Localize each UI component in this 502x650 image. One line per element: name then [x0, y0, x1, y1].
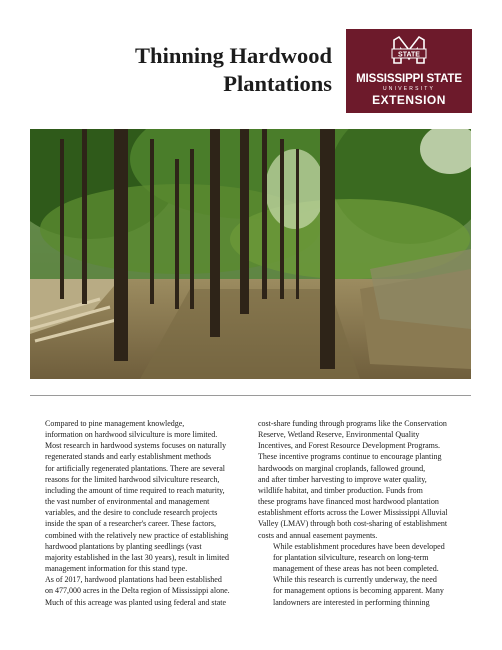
paragraph [258, 418, 473, 541]
text-line: hardwood plantations by planting seedlings (vast [45, 541, 202, 551]
logo-line-3: EXTENSION [372, 93, 446, 107]
text-line: Valley (LMAV) through both cost-sharing of establishment [258, 519, 448, 529]
paragraph [30, 574, 245, 607]
text-line: information on hardwood silviculture is more limited. [45, 430, 218, 440]
text-line: Most research in hardwood systems focuses on naturally [45, 441, 227, 451]
text-line: including the amount of time required to reach maturity, [45, 485, 225, 495]
text-line: majority established in the last 30 years), result in limited [45, 552, 229, 562]
logo-line-1: MISSISSIPPI STATE [356, 73, 462, 85]
text-line: These incentive programs continue to encourage planting [258, 452, 442, 462]
msu-extension-logo [346, 29, 472, 113]
text-line: While establishment procedures have been developed [273, 541, 445, 551]
text-line: inside the span of a researcher's career. These factors, [45, 519, 216, 529]
text-line: wildlife habitat, and timber production. Funds from [258, 485, 423, 495]
title-line-1: Thinning Hardwood [135, 43, 332, 68]
seal-text: STATE [398, 51, 420, 59]
paragraph [30, 418, 245, 574]
paragraph [258, 541, 473, 608]
text-line: Much of this acreage was planted using federal and state [45, 597, 227, 607]
text-line: for plantation silviculture, research on long-term [273, 552, 429, 562]
text-line: costs and annual easement payments. [258, 530, 378, 540]
text-line: While this research is currently underway, the need [273, 575, 437, 585]
text-line: As of 2017, hardwood plantations had been established [45, 575, 222, 585]
logo-line-2: UNIVERSITY [382, 86, 435, 92]
text-line: the vast number of environmental and management [45, 497, 210, 507]
document-title [60, 42, 332, 98]
msu-seal-icon [391, 35, 427, 73]
text-line: these programs have financed most hardwood plantation [258, 497, 439, 507]
title-line-2: Plantations [223, 71, 332, 96]
text-line: for artificially regenerated plantations. There are several [45, 463, 225, 473]
text-line: and after timber harvesting to improve water quality, [258, 474, 427, 484]
text-line: management of these areas has not been completed. [273, 564, 439, 574]
text-line: hardwoods on marginal croplands, fallowed ground, [258, 463, 426, 473]
text-line: reasons for the limited hardwood silviculture research, [45, 474, 220, 484]
text-line: establishment efforts across the Lower Mississippi Alluvial [258, 508, 448, 518]
body-column-right [258, 418, 473, 608]
text-line: for management options is becoming apparent. Many [273, 586, 444, 596]
body-column-left [30, 418, 245, 608]
text-line: management information for this stand type. [45, 564, 188, 574]
text-line: variables, and the desire to conclude research projects [45, 508, 218, 518]
text-line: Reserve, Wetland Reserve, Environmental Quality [258, 430, 420, 440]
horizontal-divider [30, 395, 471, 396]
text-line: Incentives, and Forest Resource Development Programs. [258, 441, 440, 451]
text-line: Compared to pine management knowledge, [45, 419, 185, 428]
text-line: on 477,000 acres in the Delta region of Mississippi alone. [45, 586, 230, 596]
text-line: cost-share funding through programs like the Conservation [258, 419, 447, 428]
text-line: landowners are interested in performing thinning [273, 597, 430, 607]
text-line: combined with the relatively new practice of establishing [45, 530, 229, 540]
forest-photo [30, 129, 471, 379]
text-line: regenerated stands and early establishment methods [45, 452, 211, 462]
